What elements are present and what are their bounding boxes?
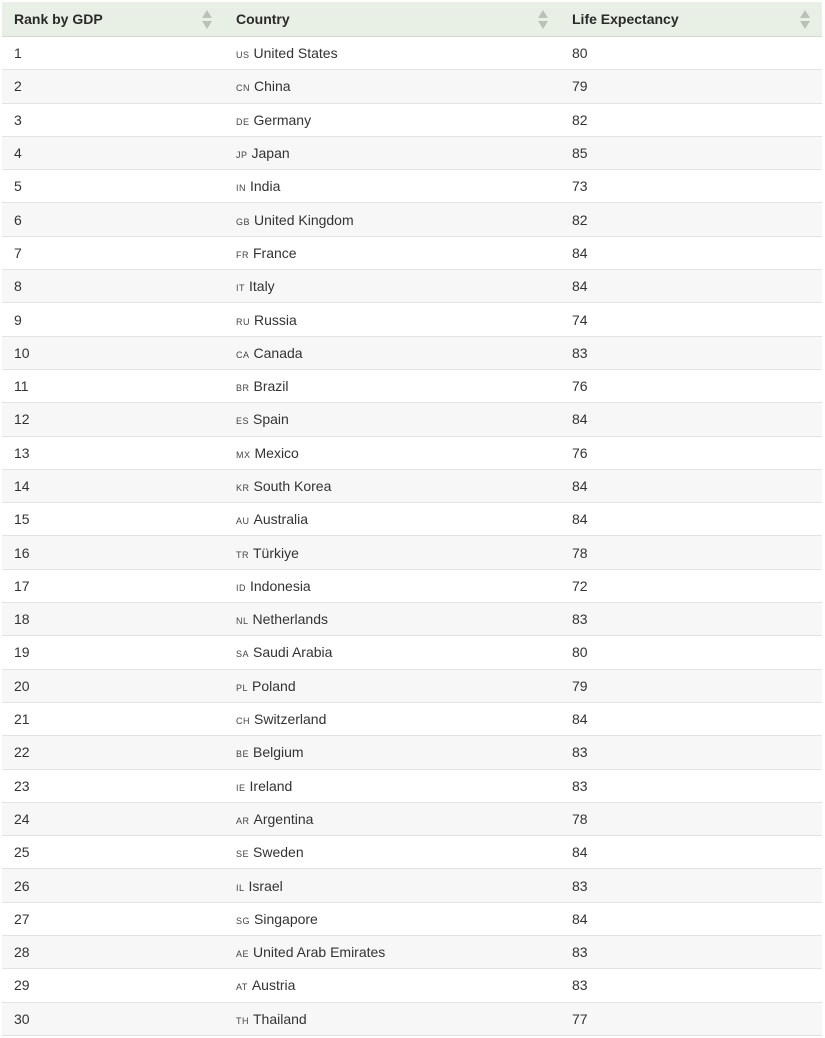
- rank-cell: 24: [2, 802, 224, 835]
- rank-cell: 1: [2, 37, 224, 70]
- table-row: [2, 902, 822, 935]
- country-name: Argentina: [253, 810, 314, 827]
- country-cell: [224, 802, 560, 835]
- life-expectancy-cell: 78: [560, 536, 822, 569]
- life-expectancy-cell: 76: [560, 436, 822, 469]
- life-expectancy-cell: 83: [560, 969, 822, 1002]
- country-cell: [224, 70, 560, 103]
- sort-up-icon: [538, 10, 548, 18]
- country-name: Thailand: [253, 1010, 307, 1027]
- country-name: Ireland: [249, 777, 293, 794]
- country-code-flag-icon: GB: [236, 216, 251, 227]
- country-code-flag-icon: KR: [236, 483, 250, 493]
- country-cell: [224, 403, 560, 436]
- country-name: Netherlands: [252, 611, 329, 628]
- country-name: United Arab Emirates: [253, 944, 386, 961]
- country-code-flag-icon: BE: [236, 749, 250, 760]
- life-expectancy-cell: 83: [560, 869, 822, 902]
- table-row: [2, 636, 822, 669]
- country-cell: [224, 336, 560, 369]
- life-expectancy-cell: 83: [560, 936, 822, 969]
- country-code-flag-icon: AU: [236, 516, 250, 527]
- country-name: Russia: [254, 311, 297, 328]
- column-header-rank[interactable]: [2, 2, 224, 37]
- country-name: Brazil: [253, 378, 289, 395]
- country-cell: [224, 636, 560, 669]
- life-expectancy-cell: 84: [560, 469, 822, 502]
- country-name: Germany: [253, 111, 312, 128]
- table-row: [2, 37, 822, 70]
- country-cell: [224, 869, 560, 902]
- life-expectancy-cell: 84: [560, 403, 822, 436]
- life-expectancy-cell: 80: [560, 37, 822, 70]
- table-row: [2, 569, 822, 602]
- life-expectancy-cell: 83: [560, 736, 822, 769]
- country-cell: [224, 736, 560, 769]
- life-expectancy-cell: 84: [560, 902, 822, 935]
- country-name: Türkiye: [253, 544, 299, 561]
- country-cell: [224, 702, 560, 735]
- country-code-flag-icon: AR: [236, 815, 250, 826]
- life-expectancy-cell: 83: [560, 603, 822, 636]
- sort-down-icon: [202, 21, 212, 29]
- rank-cell: 29: [2, 969, 224, 1002]
- life-expectancy-cell: 82: [560, 103, 822, 136]
- country-cell: [224, 836, 560, 869]
- rank-cell: 16: [2, 536, 224, 569]
- rank-cell: 10: [2, 336, 224, 369]
- country-cell: [224, 902, 560, 935]
- country-code-flag-icon: AT: [236, 982, 248, 993]
- rank-cell: 23: [2, 769, 224, 802]
- table-row: [2, 469, 822, 502]
- country-code-flag-icon: CH: [236, 716, 250, 727]
- sort-up-icon: [202, 10, 212, 18]
- country-cell: [224, 369, 560, 402]
- column-header-country-label: Country: [236, 11, 290, 27]
- country-code-flag-icon: CN: [236, 83, 250, 94]
- life-expectancy-cell: 83: [560, 336, 822, 369]
- table-row: [2, 1002, 822, 1035]
- data-table-container: [2, 2, 822, 1036]
- life-expectancy-cell: 80: [560, 636, 822, 669]
- table-row: [2, 203, 822, 236]
- country-name: Italy: [249, 278, 275, 295]
- table-row: [2, 769, 822, 802]
- table-row: [2, 369, 822, 402]
- country-cell: [224, 669, 560, 702]
- country-code-flag-icon: CA: [236, 349, 250, 360]
- country-cell: [224, 969, 560, 1002]
- country-name: Sweden: [253, 844, 304, 861]
- country-name: Mexico: [254, 444, 299, 461]
- country-name: Spain: [253, 411, 289, 428]
- country-cell: [224, 236, 560, 269]
- column-header-life-expectancy[interactable]: [560, 2, 822, 37]
- table-row: [2, 136, 822, 169]
- rank-cell: 27: [2, 902, 224, 935]
- rank-cell: 12: [2, 403, 224, 436]
- rank-cell: 22: [2, 736, 224, 769]
- sort-arrows-icon[interactable]: [538, 10, 548, 30]
- sort-up-icon: [800, 10, 810, 18]
- country-cell: [224, 270, 560, 303]
- country-name: Saudi Arabia: [253, 644, 333, 661]
- table-row: [2, 303, 822, 336]
- table-row: [2, 270, 822, 303]
- life-expectancy-cell: 78: [560, 802, 822, 835]
- country-code-flag-icon: ES: [236, 416, 250, 427]
- rank-cell: 7: [2, 236, 224, 269]
- country-name: Japan: [251, 145, 290, 162]
- sort-arrows-icon[interactable]: [202, 10, 212, 30]
- country-cell: [224, 536, 560, 569]
- country-code-flag-icon: TH: [236, 1015, 249, 1026]
- rank-cell: 14: [2, 469, 224, 502]
- country-cell: [224, 603, 560, 636]
- table-row: [2, 236, 822, 269]
- life-expectancy-cell: 72: [560, 569, 822, 602]
- table-row: [2, 936, 822, 969]
- country-code-flag-icon: TR: [236, 549, 249, 560]
- rank-cell: 4: [2, 136, 224, 169]
- sort-down-icon: [800, 21, 810, 29]
- table-row: [2, 802, 822, 835]
- table-header: [2, 2, 822, 37]
- table-row: [2, 969, 822, 1002]
- country-name: Australia: [253, 511, 308, 528]
- column-header-country[interactable]: [224, 2, 560, 37]
- life-expectancy-cell: 84: [560, 270, 822, 303]
- table-row: [2, 436, 822, 469]
- country-code-flag-icon: SE: [236, 849, 250, 860]
- table-row: [2, 103, 822, 136]
- table-row: [2, 836, 822, 869]
- country-code-flag-icon: SA: [236, 649, 250, 660]
- rank-cell: 25: [2, 836, 224, 869]
- life-expectancy-cell: 82: [560, 203, 822, 236]
- rank-cell: 8: [2, 270, 224, 303]
- country-cell: [224, 769, 560, 802]
- country-name: United States: [253, 45, 338, 62]
- life-expectancy-cell: 84: [560, 503, 822, 536]
- table-row: [2, 336, 822, 369]
- life-expectancy-cell: 84: [560, 236, 822, 269]
- rank-cell: 19: [2, 636, 224, 669]
- rank-cell: 5: [2, 170, 224, 203]
- rank-cell: 15: [2, 503, 224, 536]
- rank-cell: 13: [2, 436, 224, 469]
- country-name: Canada: [253, 344, 303, 361]
- country-cell: [224, 436, 560, 469]
- rank-cell: 28: [2, 936, 224, 969]
- country-cell: [224, 37, 560, 70]
- country-cell: [224, 136, 560, 169]
- rank-cell: 20: [2, 669, 224, 702]
- country-cell: [224, 170, 560, 203]
- table-row: [2, 603, 822, 636]
- rank-cell: 30: [2, 1002, 224, 1035]
- country-cell: [224, 569, 560, 602]
- country-name: Indonesia: [250, 577, 311, 594]
- country-code-flag-icon: BR: [236, 383, 250, 394]
- gdp-life-expectancy-table: [2, 2, 822, 1036]
- rank-cell: 26: [2, 869, 224, 902]
- life-expectancy-cell: 83: [560, 769, 822, 802]
- column-header-rank-label: Rank by GDP: [14, 11, 103, 27]
- rank-cell: 9: [2, 303, 224, 336]
- country-cell: [224, 203, 560, 236]
- table-body: [2, 37, 822, 1036]
- rank-cell: 18: [2, 603, 224, 636]
- rank-cell: 6: [2, 203, 224, 236]
- country-name: China: [254, 78, 291, 95]
- life-expectancy-cell: 77: [560, 1002, 822, 1035]
- country-code-flag-icon: MX: [236, 449, 251, 460]
- country-name: Belgium: [253, 744, 304, 761]
- table-row: [2, 70, 822, 103]
- country-code-flag-icon: IN: [236, 183, 246, 194]
- country-code-flag-icon: FR: [236, 249, 249, 260]
- rank-cell: 11: [2, 369, 224, 402]
- country-cell: [224, 303, 560, 336]
- country-name: Singapore: [254, 910, 318, 927]
- country-cell: [224, 1002, 560, 1035]
- life-expectancy-cell: 84: [560, 702, 822, 735]
- sort-down-icon: [538, 21, 548, 29]
- rank-cell: 21: [2, 702, 224, 735]
- country-name: France: [253, 244, 297, 261]
- country-code-flag-icon: AE: [236, 949, 250, 960]
- country-code-flag-icon: PL: [236, 682, 249, 693]
- country-code-flag-icon: IL: [236, 882, 245, 893]
- life-expectancy-cell: 73: [560, 170, 822, 203]
- country-name: India: [250, 178, 281, 195]
- rank-cell: 17: [2, 569, 224, 602]
- life-expectancy-cell: 74: [560, 303, 822, 336]
- header-row: [2, 2, 822, 37]
- country-code-flag-icon: IT: [236, 283, 245, 294]
- table-row: [2, 403, 822, 436]
- column-header-life-expectancy-label: Life Expectancy: [572, 11, 679, 27]
- table-row: [2, 170, 822, 203]
- table-row: [2, 669, 822, 702]
- country-code-flag-icon: RU: [236, 316, 250, 327]
- table-row: [2, 869, 822, 902]
- country-code-flag-icon: NL: [236, 616, 249, 627]
- table-row: [2, 503, 822, 536]
- country-name: Poland: [252, 677, 296, 694]
- table-row: [2, 702, 822, 735]
- country-code-flag-icon: JP: [236, 150, 248, 161]
- rank-cell: 3: [2, 103, 224, 136]
- country-name: Austria: [251, 977, 296, 994]
- table-row: [2, 736, 822, 769]
- country-cell: [224, 503, 560, 536]
- country-name: Switzerland: [254, 711, 327, 728]
- life-expectancy-cell: 85: [560, 136, 822, 169]
- life-expectancy-cell: 79: [560, 669, 822, 702]
- life-expectancy-cell: 76: [560, 369, 822, 402]
- country-code-flag-icon: DE: [236, 116, 250, 127]
- life-expectancy-cell: 84: [560, 836, 822, 869]
- life-expectancy-cell: 79: [560, 70, 822, 103]
- table-row: [2, 536, 822, 569]
- country-code-flag-icon: ID: [236, 582, 246, 593]
- country-cell: [224, 936, 560, 969]
- country-code-flag-icon: SG: [236, 915, 251, 926]
- country-code-flag-icon: US: [236, 50, 250, 61]
- country-name: South Korea: [253, 478, 332, 494]
- rank-cell: 2: [2, 70, 224, 103]
- country-cell: [224, 103, 560, 136]
- country-name: United Kingdom: [254, 211, 354, 228]
- country-name: Israel: [248, 877, 283, 894]
- country-code-flag-icon: IE: [236, 782, 246, 793]
- sort-arrows-icon[interactable]: [800, 10, 810, 30]
- country-cell: [224, 469, 560, 502]
